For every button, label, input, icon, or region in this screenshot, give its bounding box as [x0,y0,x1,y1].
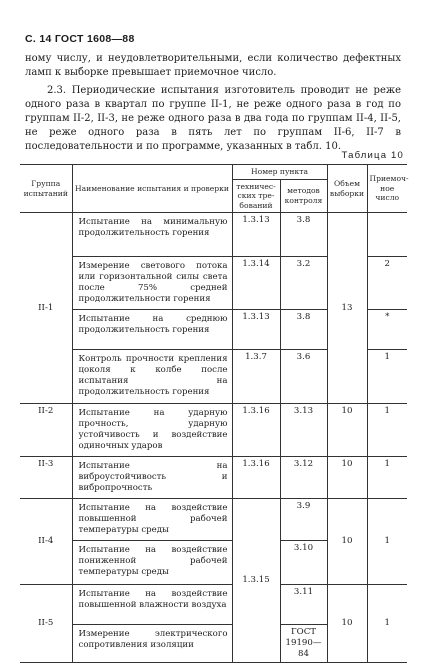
accept-number: 1 [367,350,407,404]
req-clause: 1.3.14 [232,257,280,310]
method-clause: 3.2 [280,257,327,310]
test-name: Измерение электрического сопротивления изоляции [72,625,232,663]
accept-number: 1 [367,404,407,457]
accept-number [367,213,407,257]
method-clause: 3.9 [280,499,327,541]
method-clause: 3.13 [280,404,327,457]
method-clause: 3.10 [280,541,327,585]
method-clause: 3.8 [280,310,327,350]
page-header: С. 14 ГОСТ 1608—88 [25,33,135,45]
header-methods: методов контроля [280,179,327,213]
req-clause: 1.3.13 [232,310,280,350]
method-clause: ГОСТ 19190—84 [280,625,327,663]
accept-number: 2 [367,257,407,310]
header-group: Группа испытаний [20,165,72,213]
test-name: Испытание на виброустойчивость и вибропрочность [72,457,232,499]
test-name: Измерение светового потока или горизонтальной силы света после 75% средней продолжительности горения [72,257,232,310]
header-clause: Номер пункта [232,165,327,180]
group-label: II-5 [20,585,72,663]
accept-number: 1 [367,499,407,585]
accept-number: 1 [367,457,407,499]
header-req: техничес-ских тре-бований [232,179,280,213]
paragraph-continuation: ному числу, и неудовлетворительными, если количество дефектных ламп к выборке превышает приемочное число. [25,53,401,78]
accept-number: * [367,310,407,350]
req-clause: 1.3.7 [232,350,280,404]
sample-volume: 10 [327,499,367,585]
req-clause: 1.3.15 [232,499,280,663]
test-name: Испытание на воздействие пониженной рабочей температуры среды [72,541,232,585]
test-name: Испытание на воздействие повышенной рабочей температуры среды [72,499,232,541]
group-label: II-2 [20,404,72,457]
table-10 [20,164,407,663]
test-name: Контроль прочности крепления цоколя к колбе после испытания на продолжительность горения [72,350,232,404]
sample-volume: 10 [327,404,367,457]
method-clause: 3.11 [280,585,327,625]
sample-volume: 10 [327,585,367,663]
req-clause: 1.3.13 [232,213,280,257]
group-label: II-1 [20,213,72,404]
sample-volume: 10 [327,457,367,499]
test-name: Испытание на среднюю продолжительность горения [72,310,232,350]
accept-number: 1 [367,585,407,663]
paragraph-2-3: 2.3. Периодические испытания изготовитель проводит не реже одного раза в квартал по группе II-1, не реже одного раза в год по группам II-2, II-3, не реже одного раза в два года по группам II-4, II-5, не реже одного раза в пять лет по группам II-6, II-7 в последовательности и по программе, указанных в табл. 10. [25,85,401,152]
sample-volume: 13 [327,213,367,404]
header-volume: Объем выборки [327,165,367,213]
test-name: Испытание на ударную прочность, ударную устойчивость и воздействие одиночных ударов [72,404,232,457]
header-name: Наименование испытания и проверки [72,165,232,213]
req-clause: 1.3.16 [232,404,280,457]
group-label: II-4 [20,499,72,585]
req-clause: 1.3.16 [232,457,280,499]
test-name: Испытание на воздействие повышенной влажности воздуха [72,585,232,625]
method-clause: 3.8 [280,213,327,257]
group-label: II-3 [20,457,72,499]
method-clause: 3.6 [280,350,327,404]
header-accept: Приемоч-ное число [367,165,407,213]
test-name: Испытание на минимальную продолжительность горения [72,213,232,257]
table-caption: Таблица 10 [341,150,404,161]
method-clause: 3.12 [280,457,327,499]
